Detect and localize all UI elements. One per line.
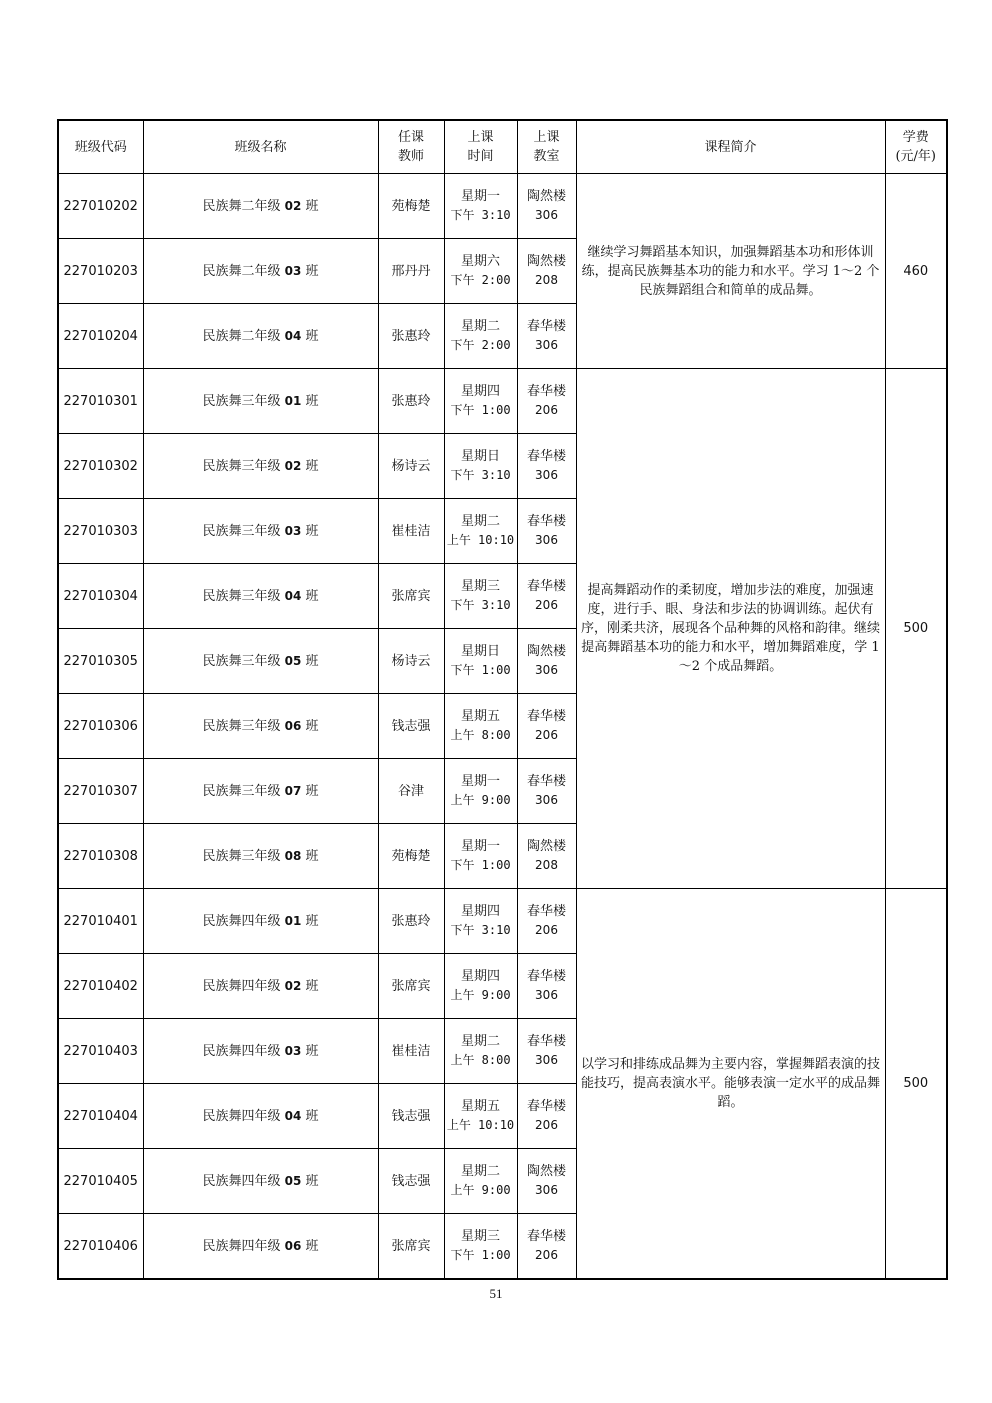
room-number-text: 306 bbox=[535, 663, 558, 677]
class-schedule-table bbox=[57, 119, 948, 1280]
time-cell bbox=[444, 239, 517, 304]
class-name-cell bbox=[143, 629, 378, 694]
time-cell bbox=[444, 759, 517, 824]
time-text: 上午 8:00 bbox=[450, 728, 511, 742]
time-text: 下午 1:00 bbox=[450, 403, 511, 417]
header-room-line1: 上课 bbox=[533, 130, 560, 145]
building-text: 春华楼 bbox=[526, 1034, 566, 1049]
class-name-number: 02 bbox=[284, 458, 302, 473]
class-name-number: 04 bbox=[284, 328, 302, 343]
class-name-cell bbox=[143, 954, 378, 1019]
room-cell bbox=[517, 1149, 576, 1214]
class-name-number: 01 bbox=[284, 393, 302, 408]
day-text: 星期日 bbox=[460, 449, 500, 464]
class-code-cell: 227010405 bbox=[58, 1149, 143, 1214]
teacher-cell: 张席宾 bbox=[378, 564, 444, 629]
building-text: 春华楼 bbox=[526, 709, 566, 724]
time-text: 下午 1:00 bbox=[450, 1248, 511, 1262]
class-name-cell bbox=[143, 434, 378, 499]
class-name-number: 04 bbox=[284, 1108, 302, 1123]
time-text: 下午 3:10 bbox=[450, 208, 511, 222]
class-name-suffix: 班 bbox=[305, 1238, 319, 1254]
time-text: 上午 10:10 bbox=[446, 533, 515, 547]
room-cell bbox=[517, 1019, 576, 1084]
class-code-cell: 227010302 bbox=[58, 434, 143, 499]
room-number-text: 208 bbox=[535, 273, 558, 287]
class-code-cell: 227010404 bbox=[58, 1084, 143, 1149]
room-number-text: 306 bbox=[535, 793, 558, 807]
class-name-number: 02 bbox=[284, 198, 302, 213]
time-cell bbox=[444, 564, 517, 629]
building-text: 春华楼 bbox=[526, 449, 566, 464]
time-cell bbox=[444, 1084, 517, 1149]
class-name-suffix: 班 bbox=[305, 458, 319, 474]
class-name-suffix: 班 bbox=[305, 523, 319, 539]
building-text: 春华楼 bbox=[526, 319, 566, 334]
header-teacher-line1: 任课 bbox=[397, 130, 424, 145]
building-text: 春华楼 bbox=[526, 969, 566, 984]
time-cell bbox=[444, 889, 517, 954]
day-text: 星期日 bbox=[460, 644, 500, 659]
time-cell bbox=[444, 1214, 517, 1280]
building-text: 陶然楼 bbox=[526, 1164, 566, 1179]
header-room bbox=[517, 120, 576, 174]
room-number-text: 306 bbox=[535, 1053, 558, 1067]
header-teacher-line2: 教师 bbox=[397, 149, 424, 164]
time-cell bbox=[444, 434, 517, 499]
class-name-prefix: 民族舞三年级 bbox=[202, 458, 281, 474]
class-name-number: 06 bbox=[284, 718, 302, 733]
class-name-number: 03 bbox=[284, 523, 302, 538]
header-row bbox=[58, 120, 947, 174]
room-number-text: 206 bbox=[535, 1118, 558, 1132]
class-name-cell bbox=[143, 1149, 378, 1214]
class-name-suffix: 班 bbox=[305, 1108, 319, 1124]
time-text: 下午 2:00 bbox=[450, 338, 511, 352]
course-description-cell: 以学习和排练成品舞为主要内容，掌握舞蹈表演的技能技巧，提高表演水平。能够表演一定水平的成品舞蹈。 bbox=[576, 889, 885, 1280]
class-name-suffix: 班 bbox=[305, 198, 319, 214]
class-name-prefix: 民族舞三年级 bbox=[202, 848, 281, 864]
time-cell bbox=[444, 629, 517, 694]
building-text: 春华楼 bbox=[526, 1229, 566, 1244]
teacher-cell: 钱志强 bbox=[378, 1149, 444, 1214]
teacher-cell: 张惠玲 bbox=[378, 369, 444, 434]
class-name-cell bbox=[143, 369, 378, 434]
class-code-cell: 227010303 bbox=[58, 499, 143, 564]
building-text: 春华楼 bbox=[526, 904, 566, 919]
teacher-cell: 张惠玲 bbox=[378, 889, 444, 954]
class-name-prefix: 民族舞三年级 bbox=[202, 523, 281, 539]
building-text: 春华楼 bbox=[526, 514, 566, 529]
day-text: 星期二 bbox=[460, 514, 500, 529]
header-time-line1: 上课 bbox=[467, 130, 494, 145]
day-text: 星期三 bbox=[460, 1229, 500, 1244]
class-code-cell: 227010202 bbox=[58, 174, 143, 239]
class-name-prefix: 民族舞三年级 bbox=[202, 783, 281, 799]
room-cell bbox=[517, 629, 576, 694]
teacher-cell: 张惠玲 bbox=[378, 304, 444, 369]
teacher-cell: 苑梅楚 bbox=[378, 174, 444, 239]
day-text: 星期二 bbox=[460, 319, 500, 334]
time-text: 下午 1:00 bbox=[450, 858, 511, 872]
room-cell bbox=[517, 434, 576, 499]
day-text: 星期四 bbox=[460, 969, 500, 984]
day-text: 星期五 bbox=[460, 1099, 500, 1114]
room-number-text: 208 bbox=[535, 858, 558, 872]
class-code-cell: 227010204 bbox=[58, 304, 143, 369]
class-name-cell bbox=[143, 1019, 378, 1084]
course-description-cell: 提高舞蹈动作的柔韧度，增加步法的难度，加强速度，进行手、眼、身法和步法的协调训练。起伏有序，刚柔共济，展现各个品种舞的风格和韵律。继续提高舞蹈基本功的能力和水平，增加舞蹈难度，学 1～2 个成品舞蹈。 bbox=[576, 369, 885, 889]
building-text: 春华楼 bbox=[526, 1099, 566, 1114]
class-name-number: 03 bbox=[284, 263, 302, 278]
day-text: 星期六 bbox=[460, 254, 500, 269]
day-text: 星期二 bbox=[460, 1164, 500, 1179]
teacher-cell: 钱志强 bbox=[378, 1084, 444, 1149]
teacher-cell: 苑梅楚 bbox=[378, 824, 444, 889]
time-text: 上午 9:00 bbox=[450, 988, 511, 1002]
class-name-prefix: 民族舞三年级 bbox=[202, 653, 281, 669]
time-cell bbox=[444, 1019, 517, 1084]
room-cell bbox=[517, 304, 576, 369]
class-name-prefix: 民族舞二年级 bbox=[202, 328, 281, 344]
class-name-prefix: 民族舞三年级 bbox=[202, 718, 281, 734]
teacher-cell: 谷津 bbox=[378, 759, 444, 824]
class-name-cell bbox=[143, 174, 378, 239]
time-text: 下午 1:00 bbox=[450, 663, 511, 677]
class-name-cell bbox=[143, 889, 378, 954]
teacher-cell: 崔桂洁 bbox=[378, 1019, 444, 1084]
room-cell bbox=[517, 1084, 576, 1149]
day-text: 星期一 bbox=[460, 189, 500, 204]
day-text: 星期一 bbox=[460, 839, 500, 854]
class-name-suffix: 班 bbox=[305, 393, 319, 409]
class-code-cell: 227010306 bbox=[58, 694, 143, 759]
class-code-cell: 227010403 bbox=[58, 1019, 143, 1084]
room-number-text: 306 bbox=[535, 338, 558, 352]
day-text: 星期五 bbox=[460, 709, 500, 724]
teacher-cell: 张席宾 bbox=[378, 1214, 444, 1280]
class-name-number: 06 bbox=[284, 1238, 302, 1253]
header-code: 班级代码 bbox=[58, 120, 143, 174]
time-cell bbox=[444, 369, 517, 434]
class-name-number: 04 bbox=[284, 588, 302, 603]
room-number-text: 306 bbox=[535, 468, 558, 482]
table-row bbox=[58, 889, 947, 954]
header-name: 班级名称 bbox=[143, 120, 378, 174]
teacher-cell: 杨诗云 bbox=[378, 434, 444, 499]
building-text: 春华楼 bbox=[526, 774, 566, 789]
building-text: 陶然楼 bbox=[526, 644, 566, 659]
class-code-cell: 227010305 bbox=[58, 629, 143, 694]
class-name-prefix: 民族舞四年级 bbox=[202, 913, 281, 929]
course-description-cell: 继续学习舞蹈基本知识，加强舞蹈基本功和形体训练，提高民族舞基本功的能力和水平。学习 1～2 个民族舞蹈组合和简单的成品舞。 bbox=[576, 174, 885, 369]
room-number-text: 206 bbox=[535, 598, 558, 612]
class-code-cell: 227010203 bbox=[58, 239, 143, 304]
room-number-text: 306 bbox=[535, 1183, 558, 1197]
class-code-cell: 227010304 bbox=[58, 564, 143, 629]
room-cell bbox=[517, 954, 576, 1019]
header-fee bbox=[885, 120, 947, 174]
header-fee-line2: (元/年) bbox=[895, 149, 937, 164]
class-code-cell: 227010301 bbox=[58, 369, 143, 434]
building-text: 春华楼 bbox=[526, 579, 566, 594]
room-number-text: 206 bbox=[535, 923, 558, 937]
room-cell bbox=[517, 1214, 576, 1280]
table-row bbox=[58, 174, 947, 239]
class-name-cell bbox=[143, 1084, 378, 1149]
class-name-number: 03 bbox=[284, 1043, 302, 1058]
teacher-cell: 邢丹丹 bbox=[378, 239, 444, 304]
class-name-suffix: 班 bbox=[305, 913, 319, 929]
class-name-suffix: 班 bbox=[305, 1043, 319, 1059]
day-text: 星期三 bbox=[460, 579, 500, 594]
page-number: 51 bbox=[489, 1286, 503, 1301]
room-number-text: 306 bbox=[535, 533, 558, 547]
time-cell bbox=[444, 824, 517, 889]
tuition-fee-cell: 460 bbox=[885, 174, 947, 369]
class-name-cell bbox=[143, 304, 378, 369]
building-text: 陶然楼 bbox=[526, 189, 566, 204]
teacher-cell: 杨诗云 bbox=[378, 629, 444, 694]
room-cell bbox=[517, 499, 576, 564]
class-name-prefix: 民族舞二年级 bbox=[202, 263, 281, 279]
building-text: 春华楼 bbox=[526, 384, 566, 399]
class-name-cell bbox=[143, 759, 378, 824]
class-name-number: 05 bbox=[284, 653, 302, 668]
time-cell bbox=[444, 694, 517, 759]
room-cell bbox=[517, 759, 576, 824]
class-name-number: 02 bbox=[284, 978, 302, 993]
room-number-text: 306 bbox=[535, 988, 558, 1002]
tuition-fee-cell: 500 bbox=[885, 369, 947, 889]
room-cell bbox=[517, 174, 576, 239]
teacher-cell: 崔桂洁 bbox=[378, 499, 444, 564]
room-number-text: 206 bbox=[535, 1248, 558, 1262]
room-cell bbox=[517, 564, 576, 629]
time-text: 上午 9:00 bbox=[450, 793, 511, 807]
class-name-number: 01 bbox=[284, 913, 302, 928]
class-name-prefix: 民族舞四年级 bbox=[202, 978, 281, 994]
time-cell bbox=[444, 1149, 517, 1214]
header-room-line2: 教室 bbox=[533, 149, 560, 164]
time-cell bbox=[444, 174, 517, 239]
header-fee-line1: 学费 bbox=[902, 130, 929, 145]
tuition-fee-cell: 500 bbox=[885, 889, 947, 1280]
time-text: 上午 10:10 bbox=[446, 1118, 515, 1132]
teacher-cell: 钱志强 bbox=[378, 694, 444, 759]
day-text: 星期一 bbox=[460, 774, 500, 789]
room-cell bbox=[517, 694, 576, 759]
room-number-text: 206 bbox=[535, 403, 558, 417]
building-text: 陶然楼 bbox=[526, 839, 566, 854]
header-teacher bbox=[378, 120, 444, 174]
class-name-number: 08 bbox=[284, 848, 302, 863]
time-cell bbox=[444, 499, 517, 564]
class-name-suffix: 班 bbox=[305, 328, 319, 344]
class-name-cell bbox=[143, 1214, 378, 1280]
teacher-cell: 张席宾 bbox=[378, 954, 444, 1019]
class-name-suffix: 班 bbox=[305, 263, 319, 279]
class-code-cell: 227010406 bbox=[58, 1214, 143, 1280]
time-cell bbox=[444, 304, 517, 369]
class-name-cell bbox=[143, 824, 378, 889]
room-number-text: 306 bbox=[535, 208, 558, 222]
room-number-text: 206 bbox=[535, 728, 558, 742]
time-text: 下午 3:10 bbox=[450, 468, 511, 482]
class-name-suffix: 班 bbox=[305, 718, 319, 734]
class-name-prefix: 民族舞四年级 bbox=[202, 1043, 281, 1059]
class-name-suffix: 班 bbox=[305, 1173, 319, 1189]
room-cell bbox=[517, 889, 576, 954]
class-name-number: 07 bbox=[284, 783, 302, 798]
class-name-prefix: 民族舞四年级 bbox=[202, 1108, 281, 1124]
building-text: 陶然楼 bbox=[526, 254, 566, 269]
class-name-number: 05 bbox=[284, 1173, 302, 1188]
room-cell bbox=[517, 824, 576, 889]
day-text: 星期四 bbox=[460, 904, 500, 919]
time-text: 下午 3:10 bbox=[450, 923, 511, 937]
time-text: 上午 8:00 bbox=[450, 1053, 511, 1067]
time-text: 下午 3:10 bbox=[450, 598, 511, 612]
class-code-cell: 227010307 bbox=[58, 759, 143, 824]
table-row bbox=[58, 369, 947, 434]
class-code-cell: 227010401 bbox=[58, 889, 143, 954]
class-code-cell: 227010402 bbox=[58, 954, 143, 1019]
table-header bbox=[58, 120, 947, 174]
room-cell bbox=[517, 369, 576, 434]
class-name-suffix: 班 bbox=[305, 978, 319, 994]
class-name-prefix: 民族舞三年级 bbox=[202, 588, 281, 604]
class-name-suffix: 班 bbox=[305, 653, 319, 669]
room-cell bbox=[517, 239, 576, 304]
class-name-cell bbox=[143, 239, 378, 304]
class-name-prefix: 民族舞三年级 bbox=[202, 393, 281, 409]
table-body bbox=[58, 174, 947, 1280]
header-time-line2: 时间 bbox=[467, 149, 494, 164]
class-name-prefix: 民族舞四年级 bbox=[202, 1238, 281, 1254]
header-desc: 课程简介 bbox=[576, 120, 885, 174]
class-name-cell bbox=[143, 499, 378, 564]
day-text: 星期二 bbox=[460, 1034, 500, 1049]
header-time bbox=[444, 120, 517, 174]
class-code-cell: 227010308 bbox=[58, 824, 143, 889]
class-name-suffix: 班 bbox=[305, 588, 319, 604]
class-name-suffix: 班 bbox=[305, 783, 319, 799]
class-name-cell bbox=[143, 694, 378, 759]
time-cell bbox=[444, 954, 517, 1019]
class-name-prefix: 民族舞四年级 bbox=[202, 1173, 281, 1189]
class-name-prefix: 民族舞二年级 bbox=[202, 198, 281, 214]
class-name-suffix: 班 bbox=[305, 848, 319, 864]
class-name-cell bbox=[143, 564, 378, 629]
day-text: 星期四 bbox=[460, 384, 500, 399]
time-text: 下午 2:00 bbox=[450, 273, 511, 287]
time-text: 上午 9:00 bbox=[450, 1183, 511, 1197]
